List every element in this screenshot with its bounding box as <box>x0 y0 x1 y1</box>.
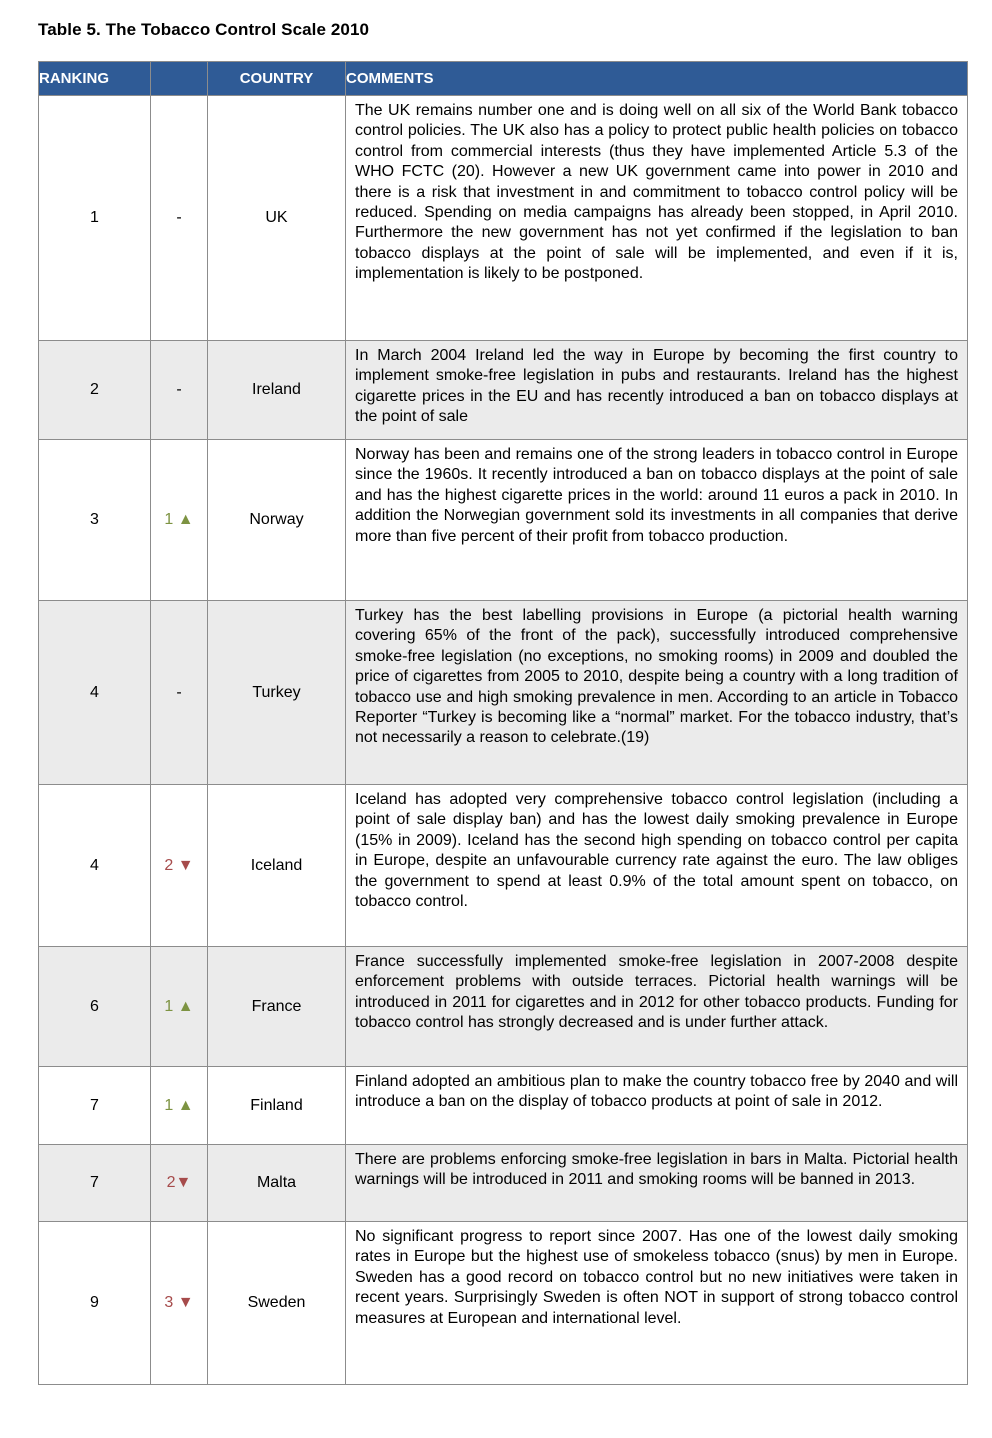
table-title: Table 5. The Tobacco Control Scale 2010 <box>38 20 370 39</box>
change-cell: - <box>151 96 208 341</box>
column-header-change <box>151 62 208 96</box>
change-cell: 1 ▲ <box>151 1067 208 1145</box>
header-row <box>39 62 968 96</box>
comment-cell: Turkey has the best labelling provisions in Europe (a pictorial health warning covering 65% of the front of the pack), successfully introduced comprehensive smoke-free legislation (no exceptions, no smoking rooms) in 2009 and doubled the price of cigarettes from 2005 to 2010, despite being a country with a long tradition of tobacco use and high smoking prevalence in men. According to an article in Tobacco Reporter “Turkey is becoming like a “normal” market. For the tobacco industry, that’s not necessarily a reason to celebrate.(19) <box>346 601 968 785</box>
country-cell: Ireland <box>208 341 346 440</box>
change-cell: 1 ▲ <box>151 440 208 601</box>
ranking-cell: 9 <box>39 1222 151 1385</box>
column-header-country: COUNTRY <box>208 62 346 96</box>
country-cell: Iceland <box>208 785 346 947</box>
table-row <box>39 96 968 341</box>
country-cell: France <box>208 947 346 1067</box>
ranking-cell: 6 <box>39 947 151 1067</box>
country-cell: Sweden <box>208 1222 346 1385</box>
table-row <box>39 1222 968 1385</box>
table-row <box>39 341 968 440</box>
change-cell: - <box>151 601 208 785</box>
change-cell: - <box>151 341 208 440</box>
table-row <box>39 1145 968 1222</box>
comment-cell: Finland adopted an ambitious plan to make the country tobacco free by 2040 and will introduce a ban on the display of tobacco products at point of sale in 2012. <box>346 1067 968 1145</box>
comment-cell: France successfully implemented smoke-free legislation in 2007-2008 despite enforcement problems with outside terraces. Pictorial health warnings will be introduced in 2011 for cigarettes and in 2012 for other tobacco products. Funding for tobacco control has strongly decreased and is under further attack. <box>346 947 968 1067</box>
comment-cell: Norway has been and remains one of the strong leaders in tobacco control in Europe since the 1960s. It recently introduced a ban on tobacco displays at the point of sale and has the highest cigarette prices in the world: around 11 euros a pack in 2010. In addition the Norwegian government sold its investments in all companies that derive more than five percent of their profit from tobacco production. <box>346 440 968 601</box>
table-row <box>39 785 968 947</box>
ranking-cell: 4 <box>39 601 151 785</box>
ranking-cell: 4 <box>39 785 151 947</box>
change-cell: 1 ▲ <box>151 947 208 1067</box>
ranking-cell: 7 <box>39 1145 151 1222</box>
column-header-ranking: RANKING <box>39 62 151 96</box>
table-row <box>39 440 968 601</box>
ranking-cell: 3 <box>39 440 151 601</box>
comment-cell: Iceland has adopted very comprehensive tobacco control legislation (including a point of sale display ban) and has the lowest daily smoking prevalence in Europe (15% in 2009). Iceland has the second high spending on tobacco control per capita in Europe, despite an unfavourable currency rate against the euro. The law obliges the government to spend at least 0.9% of the total amount spent on tobacco, on tobacco control. <box>346 785 968 947</box>
comment-cell: The UK remains number one and is doing well on all six of the World Bank tobacco control policies. The UK also has a policy to protect public health policies on tobacco control from commercial interests (thus they have implemented Article 5.3 of the WHO FCTC (20). However a new UK government came into power in 2010 and there is a risk that investment in and commitment to tobacco control policy will be reduced. Spending on media campaigns has already been stopped, in April 2010. Furthermore the new government has not yet confirmed if the legislation to ban tobacco displays at the point of sale will be implemented, and even if it is, implementation is likely to be postponed. <box>346 96 968 341</box>
change-cell: 2▼ <box>151 1145 208 1222</box>
country-cell: Turkey <box>208 601 346 785</box>
change-cell: 3 ▼ <box>151 1222 208 1385</box>
country-cell: Finland <box>208 1067 346 1145</box>
table-row <box>39 947 968 1067</box>
table-body <box>39 96 968 1385</box>
ranking-cell: 2 <box>39 341 151 440</box>
country-cell: UK <box>208 96 346 341</box>
country-cell: Norway <box>208 440 346 601</box>
change-cell: 2 ▼ <box>151 785 208 947</box>
table-row <box>39 601 968 785</box>
column-header-comments: COMMENTS <box>346 62 968 96</box>
tobacco-control-scale-table <box>38 61 968 1385</box>
country-cell: Malta <box>208 1145 346 1222</box>
ranking-cell: 1 <box>39 96 151 341</box>
ranking-cell: 7 <box>39 1067 151 1145</box>
comment-cell: In March 2004 Ireland led the way in Europe by becoming the first country to implement smoke-free legislation in pubs and restaurants. Ireland has the highest cigarette prices in the EU and has recently introduced a ban on tobacco displays at the point of sale <box>346 341 968 440</box>
comment-cell: No significant progress to report since 2007. Has one of the lowest daily smoking rates in Europe but the highest use of smokeless tobacco (snus) by men in Europe. Sweden has a good record on tobacco control but no new initiatives were taken in recent years. Surprisingly Sweden is often NOT in support of strong tobacco control measures at European and international level. <box>346 1222 968 1385</box>
table-row <box>39 1067 968 1145</box>
comment-cell: There are problems enforcing smoke-free legislation in bars in Malta. Pictorial health warnings will be introduced in 2011 and smoking rooms will be banned in 2013. <box>346 1145 968 1222</box>
